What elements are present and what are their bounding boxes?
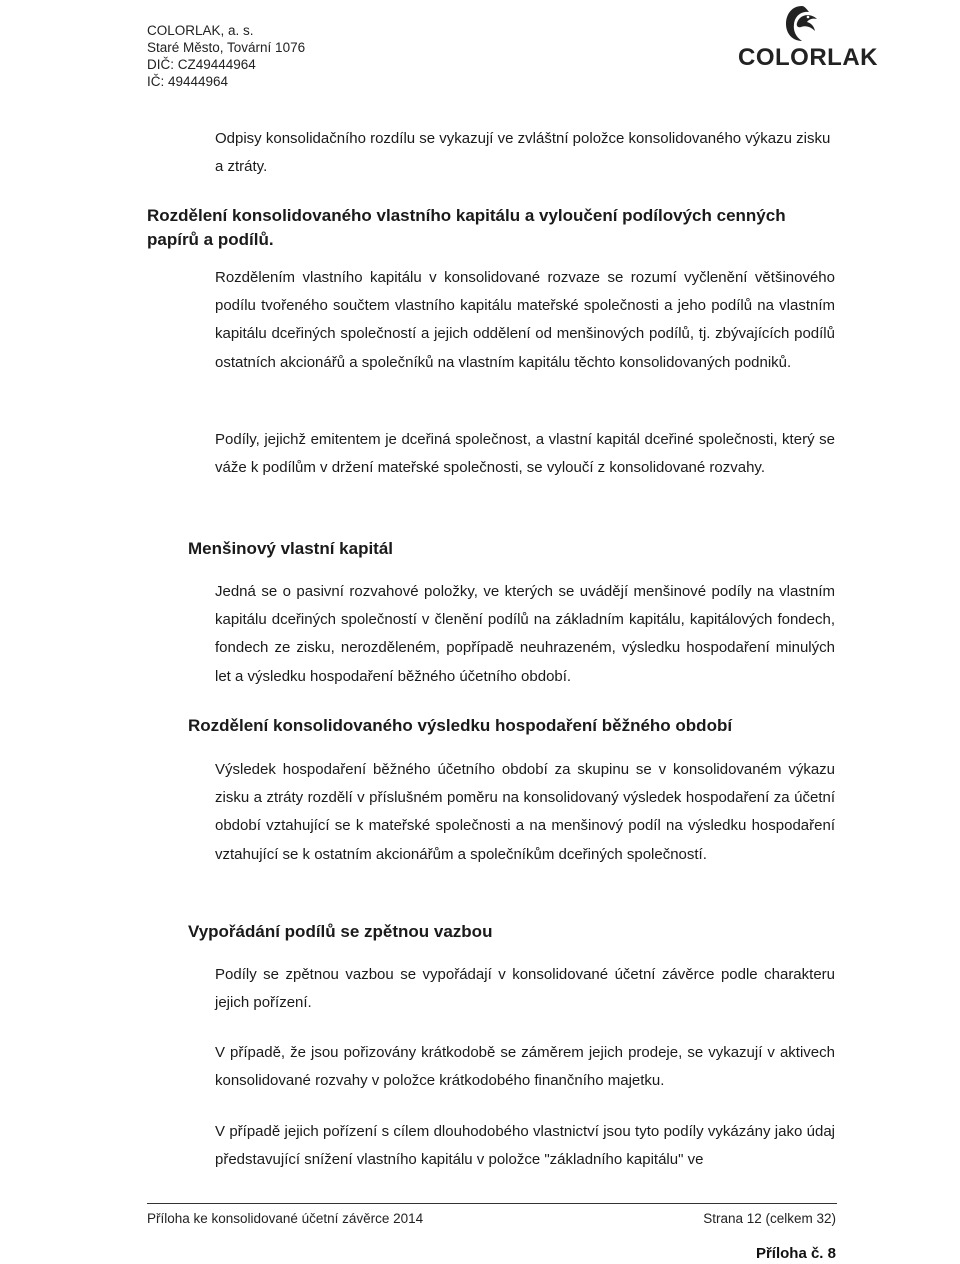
company-address: Staré Město, Tovární 1076 xyxy=(147,40,306,55)
result-division-paragraph: Výsledek hospodaření běžného účetního období za skupinu se v konsolidovaném výkazu zisku a ztráty rozdělí v příslušném poměru na konsolidovaný výsledek hospodaření za účetní období vztahující se k mateřské společnosti a na menšinový podíl na výsledku hospodaření vztahující se k ostatním akcionářům a společníkům dceřiných společností. xyxy=(215,761,835,863)
section-heading-result-division: Rozdělení konsolidovaného výsledku hospodaření běžného období xyxy=(188,716,733,735)
company-ic: IČ: 49444964 xyxy=(147,74,229,89)
section-heading-feedback-shares: Vypořádání podílů se zpětnou vazbou xyxy=(188,922,493,941)
logo-wordmark: COLORLAK xyxy=(738,44,878,71)
company-name: COLORLAK, a. s. xyxy=(147,23,254,38)
footer-page-info: Strana 12 (celkem 32) xyxy=(703,1211,836,1226)
footer-document-title: Příloha ke konsolidované účetní závěrce 2014 xyxy=(147,1211,424,1226)
minority-equity-paragraph: Jedná se o pasivní rozvahové položky, ve kterých se uvádějí menšinové podíly na vlastním kapitálu dceřiných společností v členění podílů na základním kapitálu, kapitálových fondech, fondech ze zisku, nerozděleném, popřípadě neuhrazeném, výsledku hospodaření minulých let a výsledku hospodaření běžného účetního období. xyxy=(215,583,835,685)
feedback-shares-paragraph-1: Podíly se zpětnou vazbou se vypořádají v konsolidované účetní závěrce podle charakteru jejich pořízení. xyxy=(215,966,835,1012)
section-heading-capital-division: Rozdělení konsolidovaného vlastního kapitálu a vyloučení podílových cenných papírů a podílů. xyxy=(147,206,786,249)
capital-division-paragraph-1: Rozdělením vlastního kapitálu v konsolidované rozvaze se rozumí vyčlenění většinového podílu tvořeného součtem vlastního kapitálu mateřské společnosti a jeho podílů na vlastním kapitálu dceřiných společností a jejich oddělení od menšinových podílů, tj. zbývajících podílů ostatních akcionářů a společníků na vlastním kapitálu těchto konsolidovaných podniků. xyxy=(215,269,835,371)
feedback-shares-paragraph-3: V případě jejich pořízení s cílem dlouhodobého vlastnictví jsou tyto podíly vykázány jako údaj představující snížení vlastního kapitálu v položce "základního kapitálu" ve xyxy=(215,1123,835,1169)
footer-divider xyxy=(147,1203,837,1204)
company-dic: DIČ: CZ49444964 xyxy=(147,57,256,72)
feedback-shares-paragraph-2: V případě, že jsou pořizovány krátkodobě se záměrem jejich prodeje, se vykazují v aktivech konsolidované rozvahy v položce krátkodobého finančního majetku. xyxy=(215,1044,835,1090)
section-heading-minority-equity: Menšinový vlastní kapitál xyxy=(188,539,394,558)
bird-logo-icon xyxy=(782,4,822,44)
appendix-label: Příloha č. 8 xyxy=(755,1245,836,1262)
intro-paragraph: Odpisy konsolidačního rozdílu se vykazují ve zvláštní položce konsolidovaného výkazu zisku a ztráty. xyxy=(215,130,831,176)
colorlak-logo xyxy=(738,4,878,71)
company-info xyxy=(147,22,305,90)
capital-division-paragraph-2: Podíly, jejichž emitentem je dceřiná společnost, a vlastní kapitál dceřiné společnosti, který se váže k podílům v držení mateřské společnosti, se vyloučí z konsolidované rozvahy. xyxy=(215,431,835,477)
